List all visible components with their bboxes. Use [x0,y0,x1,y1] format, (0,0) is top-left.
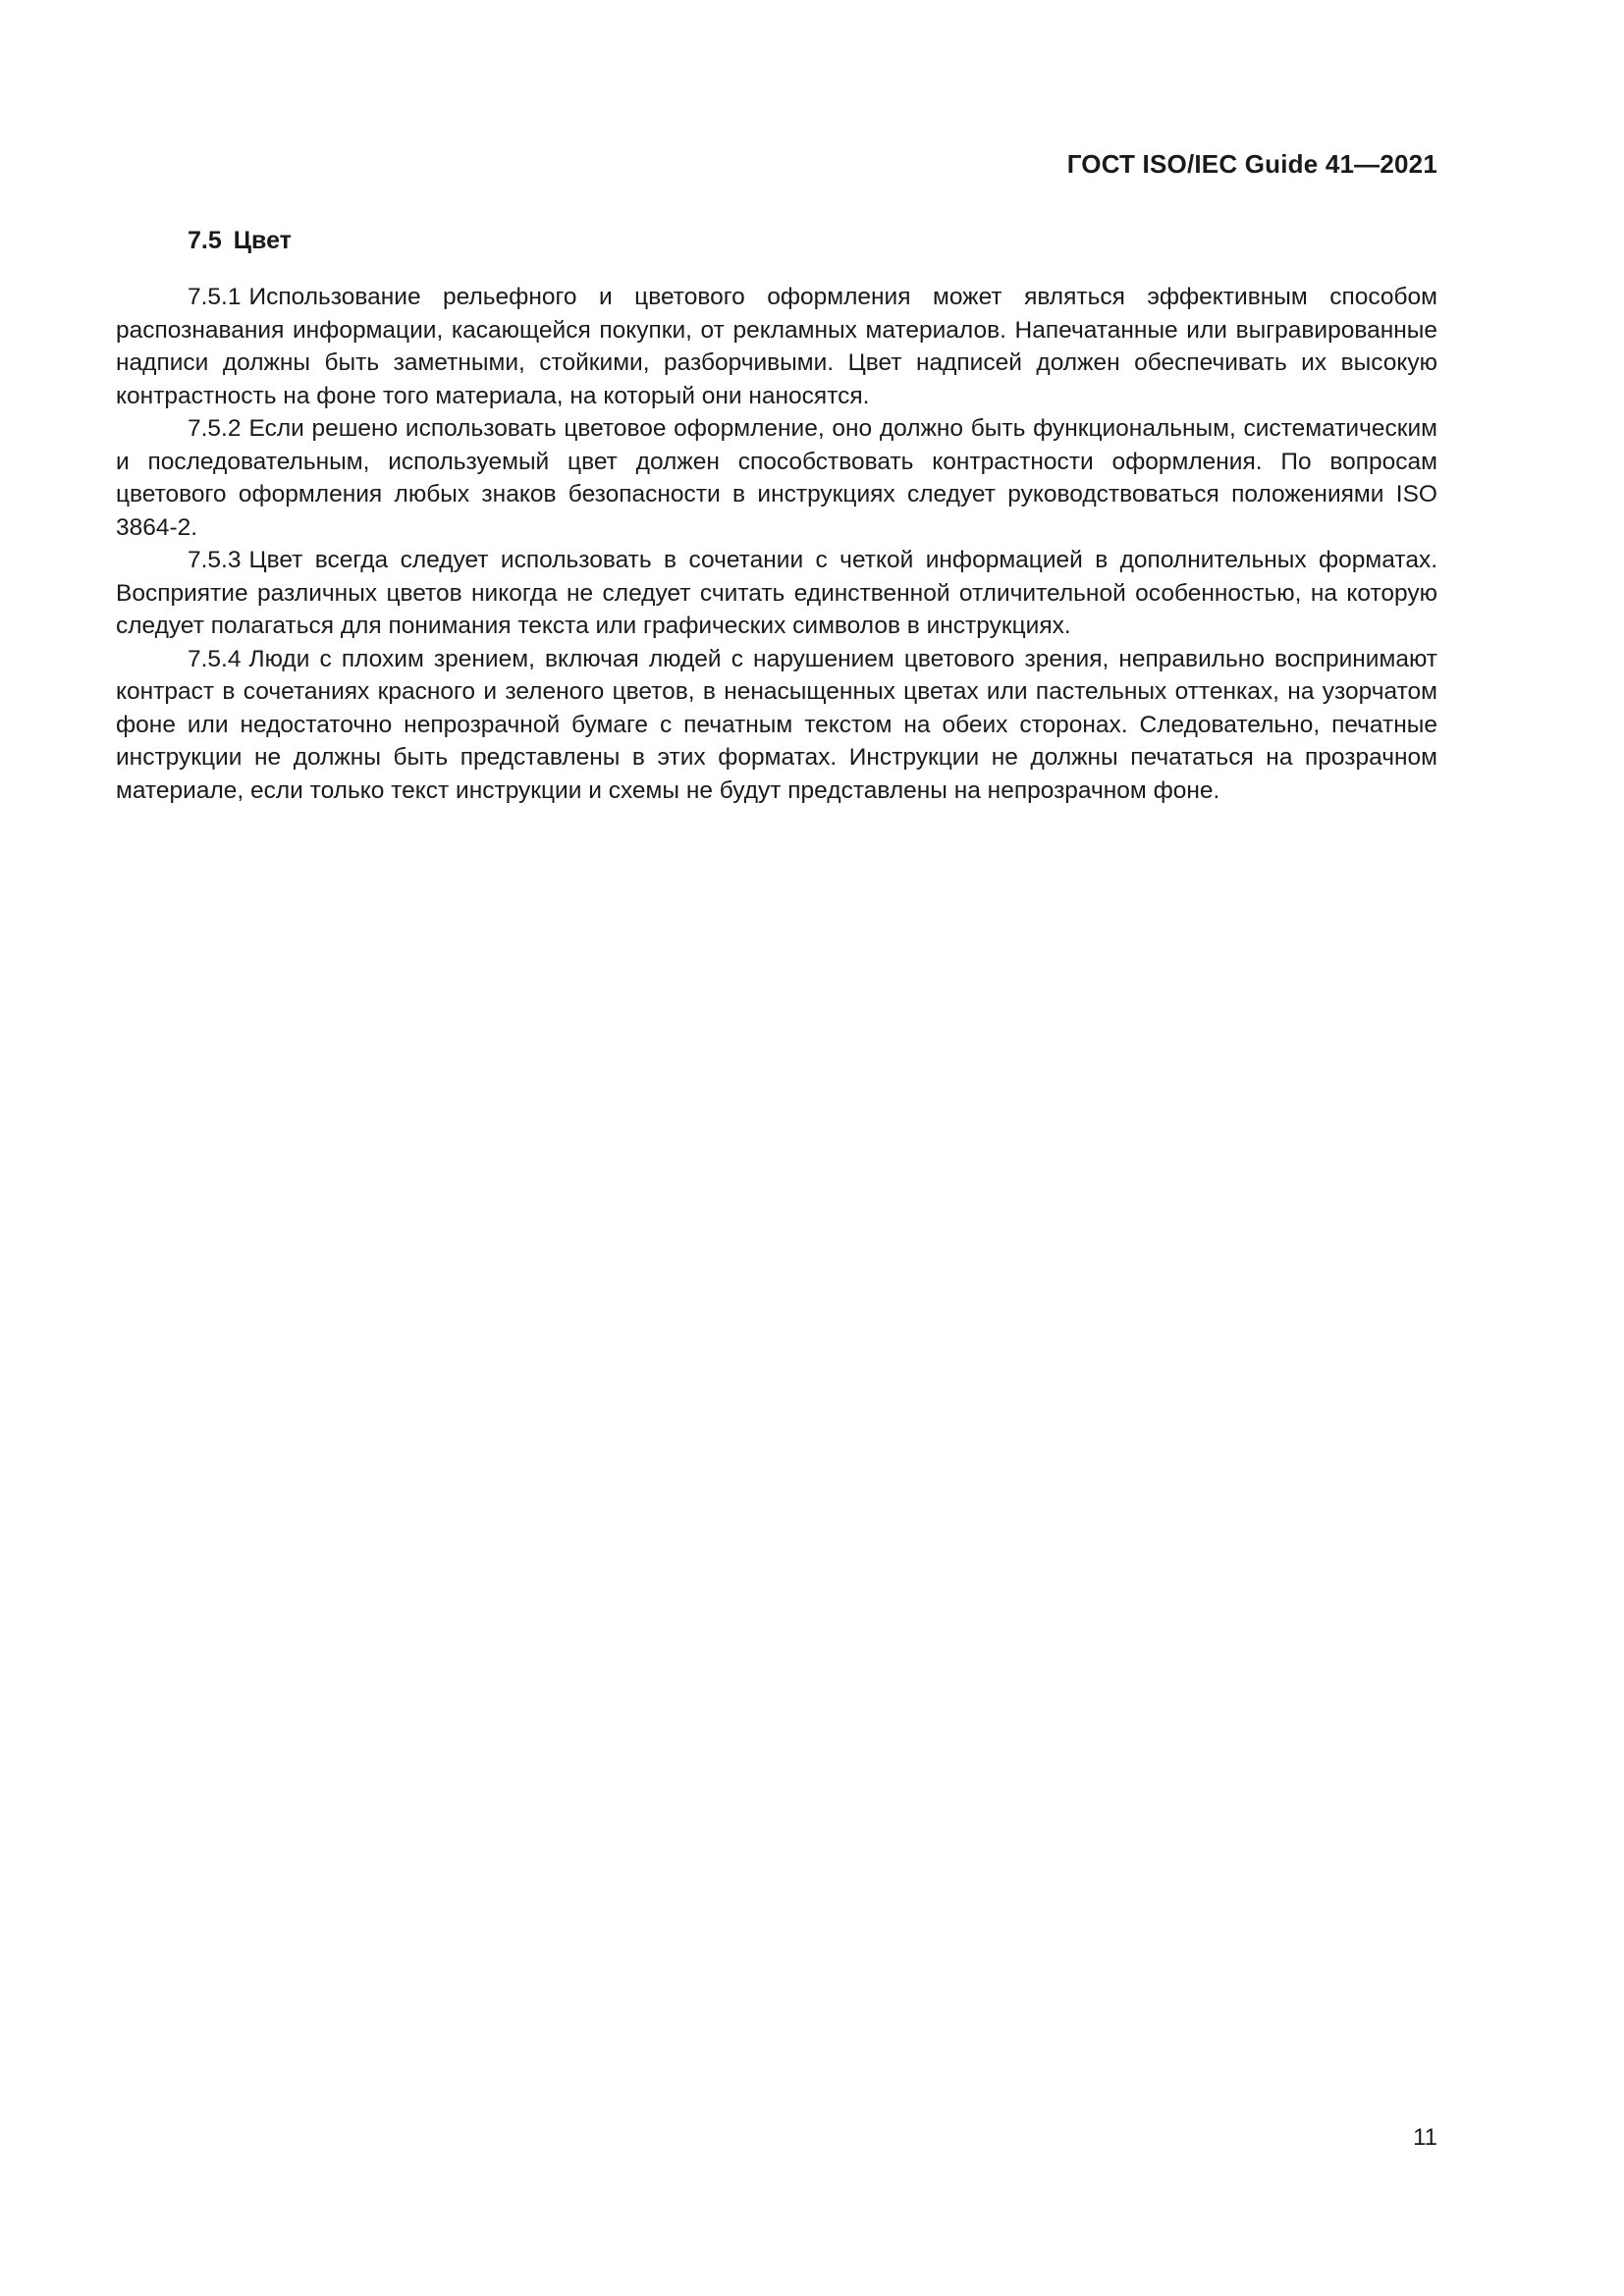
page-content [116,222,1437,807]
paragraph-7-5-1 [116,281,1437,412]
section-title: Цвет [233,227,292,254]
paragraph-text: Использование рельефного и цветового оформления может являться эффективным способом распознавания информации, касающейся покупки, от рекламных материалов. Напечатанные или выгравированные надписи должны быть заметными, стойкими, разборчивыми. Цвет надписей должен обеспечивать их высокую контрастность на фоне того материала, на который они наносятся. [116,284,1437,409]
paragraph-7-5-4 [116,643,1437,808]
paragraph-number: 7.5.4 [188,645,242,672]
paragraph-text: Цвет всегда следует использовать в сочетании с четкой информацией в дополнительных форматах. Восприятие различных цветов никогда не следует считать единственной отличительной особенностью, на которую следует полагаться для понимания текста или графических символов в инструкциях. [116,547,1437,639]
paragraph-7-5-3 [116,544,1437,643]
paragraph-number: 7.5.2 [188,415,242,442]
paragraph-7-5-2 [116,412,1437,544]
page-number: 11 [1413,2124,1437,2151]
paragraph-number: 7.5.3 [188,547,242,573]
section-number: 7.5 [188,227,222,254]
paragraph-number: 7.5.1 [188,284,242,310]
section-heading [188,222,1437,259]
paragraph-text: Если решено использовать цветовое оформление, оно должно быть функциональным, систематическим и последовательным, используемый цвет должен способствовать контрастности оформления. По вопросам цветового оформления любых знаков безопасности в инструкциях следует руководствоваться положениями ISO 3864-2. [116,415,1437,541]
document-code-header: ГОСТ ISO/IEC Guide 41—2021 [1066,149,1437,179]
paragraph-text: Люди с плохим зрением, включая людей с нарушением цветового зрения, неправильно воспринимают контраст в сочетаниях красного и зеленого цветов, в ненасыщенных цветах или пастельных оттенках, на узорчатом фоне или недостаточно непрозрачной бумаге с печатным текстом на обеих сторонах. Следовательно, печатные инструкции не должны быть представлены в этих форматах. Инструкции не должны печататься на прозрачном материале, если только текст инструкции и схемы не будут представлены на непрозрачном фоне. [116,645,1437,804]
